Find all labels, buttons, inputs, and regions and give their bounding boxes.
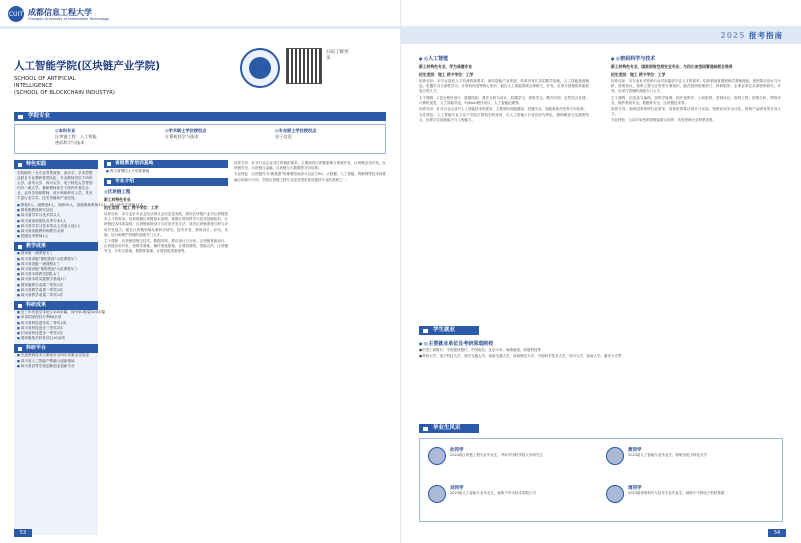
qr-code-icon[interactable] [286,48,322,84]
list-item: ■ 四川省学术与技术带头人后备人选1人 [14,224,98,229]
emp-destinations-title: ● ◎主要就业单位及考研深造院校 [419,340,783,347]
majors-academic-master: ◎学术硕士学位授权点 计算机科学与技术 [165,128,207,139]
crypto-column [611,55,781,124]
list-item: ■ 教授5人，副教授4人，讲师15人，高级职称教师13人，博士研究生导师11人 [14,203,98,208]
list-item: ■ 申请国家授权专利80余项 [14,315,98,320]
crypto-heading: ● ◎密码科学与技术 [611,55,781,62]
intro-bar: 专业介绍 [104,178,228,186]
ai-courses: 主干课程：C语言程序设计、数据结构、算法分析与设计、机器学习、深度学习、模式识别、自然语言处理、计算机视觉、人工智能导论、Python程序设计、人工智能伦理等。 [419,95,589,105]
list-item: ■ 四川省高校团队优秀专家1人 [14,219,98,224]
blockchain-column [104,160,228,255]
school-title-block [14,58,229,97]
school-name-cn: 人工智能学院(区块链产业学院) [14,60,161,72]
list-item: ■ 四川省高等学校创新创业创新平台 [14,364,98,369]
list-item: ■ 江西省科技进步一等奖1项 [14,331,98,336]
list-item: ●考研大学、电子科技大学、西安交通大学、西南交通大学、西南财经大学、中国科学技术大学、四川大学、西南大学、重庆大学等 [419,354,622,359]
ai-column [419,55,589,124]
crypto-courses: 主干课程：信息论与编码、密码学原理、现代密码学、公钥密码、密码协议、密码工程、密码分析、网络安全、操作系统安全、数据库安全、区块链技术等。 [611,95,781,105]
blockchain-subtitle: 新工科特色专业 [104,197,131,202]
university-logo [8,6,109,22]
alumni-bar: 毕业生风采 [419,424,479,433]
blockchain-direction: 培养方向：针对行业企业对区块链的需求，主要面向区块链原理与系统开发、区块链应用开发、区块链安全、区块链与金融、区块链与大数据等方向培养。 [234,161,386,171]
master-bar: 省级教育培训基地 [104,160,228,168]
list-item: ■ 四川省省级"课程思政"示范课程1门 [14,267,98,272]
ai-direction: 培养方向：针对行业企业对人工智能技术的需求，主要面向智能感知、机器学习、智能系统开发等方向培养。 [419,107,587,112]
list-item: ■ 先进密码技术与系统安全四川省重点实验室 [14,353,98,358]
crypto-direction: 培养方向：面向国家密码行业需求，培养密码算法设计与实现、密码应用安全评估、密码产品研发等方向人才。 [611,107,781,117]
research-bar: 科研成果 [14,301,98,310]
qr-note: 扫码了解更多 [326,50,349,61]
list-item: ■ 四川省网信人才培养基地 [104,168,228,175]
majors-bar: 学院专业 [14,112,386,121]
majors-box [14,124,386,154]
blockchain-feature: 专业特色：区块链作为"新基建"的重要组成部分以及与5G、大数据、人工智能、物联网等技术深度融合的新兴方向，学院区块链工程专业是全国首批设置该专业的高校之一。 [234,172,386,182]
list-item: ■ 国家级相关科技项目10余项 [14,336,98,341]
list-item: ■ 国家级教改研究项目 [14,208,98,213]
list-item: ■ 校级优秀教师1人 [14,234,98,239]
employment-section [419,340,783,359]
header-tag: 2025 报考指南 [720,31,783,40]
crypto-feature: 专业特色：与四川省密码管理局联合培养，具有密码行业背景优势。 [611,118,716,123]
blockchain-column-continued [234,160,386,183]
top-band [0,26,400,29]
features-bar: 特色实践 [14,160,98,169]
alumni-card: 周同学 2023届密码科学与技术专业毕业生，就职于中国电子科技集团 [606,485,776,513]
blockchain-goal: 培养目标：本专业针对社会经济和社会信息化发展，面向区块链产业对区块链技术人才的需求，培养掌握区块链基本原理、掌握计算机科学与技术基础知识，区块链技术体系架构、区块链系统设计与应用开发方法，具有区块链系统分析与应用开发能力，能在区块链领域从事科学研究、技术开发、系统设计、应用、实施、运行和维护管理的高级专门人才。 [104,212,228,237]
ai-degree: 招生类别：理工 授予学位：工学 [419,72,474,77]
list-item: ■ 四川省教学成果一等奖1项 [14,288,98,293]
avatar [606,447,624,465]
list-item: ■ 四川省人工智能产教融合创新基地 [14,359,98,364]
crypto-goal: 培养目标：本专业针对密码行业对高素质专业人才的需求，培养系统掌握密码学基础理论、密码算法设计与分析、密码协议、密码工程与应用等方面知识，能在密码管理部门、科研院所、企事业单位从事密码研究、开发、应用与管理的高级专门人才。 [611,79,781,94]
university-name-en: Chengdu University of Information Technology [28,16,110,21]
list-item: ■ 四川省学术与技术带头人 [14,213,98,218]
page-number-right: 54 [768,529,786,537]
ai-subtitle: 新工科特色专业、学为典建专业 [419,64,473,69]
list-item: ■ 四川省省级教材和教学名师 [14,229,98,234]
list-item: ■ 四川省本科实践教学基地1门 [14,277,98,282]
majors-professional-master: ◎专业硕士学位授权点 电子信息 [275,128,317,139]
university-emblem-icon: CUIT [8,6,24,22]
alumni-card: 刘同学 2023届人工智能专业毕业生，就职于华为技术有限公司 [428,485,598,513]
alumni-card: 黄同学 2024届人工智能专业毕业生，保研至电子科技大学 [606,447,776,475]
list-item: ■ 四川省省级一流课程2门 [14,262,98,267]
list-item: ●中国工商银行、中国建设银行、中国电信、北京小米、海康威视、绿盟科技等 [419,348,542,352]
blockchain-courses: 主干课程：区块链原理与技术、数据结构、算法设计与分析、区块链系统设计、区块链应用开发、密码学基础、操作系统原理、计算机网络、智能合约、区块链安全、分布式系统、数据库原理、计算机组成原理等。 [104,239,228,254]
alumni-card: 杜同学 2024届区块链工程专业毕业生，考取中国科学院大学研究生 [428,447,598,475]
list-item: ■ 四川省本科教学团队1门 [14,272,98,277]
list-item: ■ 国家级一流课程1门 [14,251,98,256]
ai-feature: 专业特色：人工智能专业立足于学院计算机学科优势，以人工智能+行业应用为特色，强调理论与实践相结合，培养学生创新能力与工程能力。 [419,113,589,123]
page-number-left: 53 [14,529,32,537]
list-item: ■ 四川省教学成果二等奖1项 [14,293,98,298]
majors-undergrad: ◎本科专业 区块链工程 人工智能 密码科学与技术 [55,128,97,145]
ai-heading: ● ◎人工智能 [419,55,589,62]
left-page [0,0,400,543]
list-item: ■ 国家级教学成果二等奖1项 [14,283,98,288]
school-emblem-icon [240,48,280,88]
list-item: ■ 四川省科技进步奖二等奖1项 [14,321,98,326]
blockchain-heading: ◎区块链工程 [104,190,131,195]
blockchain-degree: 招生类别：理工 授予学位：工学 [104,205,159,210]
employment-bar: 学生就业 [419,326,479,335]
crypto-degree: 招生类别：理工 授予学位：工学 [611,72,666,77]
list-item: ■ 四川省科技进步三等奖2项 [14,326,98,331]
avatar [606,485,624,503]
crypto-subtitle: 新工科特色专业、国家网络空间安全专业、与四川省密码管理局联合培养 [611,64,733,69]
alumni-box [419,438,783,522]
features-text: 学院拥有一支专业背景深厚、高水平、学术思想活跃且专业教研背景队伍，专业教师学位于四所大学、清华大学、四川大学、电子科技大学等国内外一流大学，兼职教师来自于国内外著名企业，业内各领域教师，设计师和研究人员，具有丰富行业学术，技术突破和产业经验。 [17,171,93,200]
list-item: ■ 近三年发表学术论文100余篇，其中SCI检索100余篇 [14,310,98,315]
avatar [428,485,446,503]
ai-goal: 培养目标：本专业面向人才培养的新要求，面向智能产业发展，培养具有扎实的数学基础、人工智能基础理论、机器学习与深度学习、计算机视觉等核心知识，能在人工智能领域从事研究、开发、应用与管理的高素质复合型人才。 [419,79,589,94]
avatar [428,447,446,465]
university-name-cn: 成都信息工程大学 [28,6,92,17]
right-header-band [401,26,801,44]
right-page [400,0,800,543]
school-name-en: SCHOOL OF ARTIFICIAL INTELLIGENCE (SCHOOL OF BLOCKCHAIN INDUSTYR) [14,76,116,96]
list-item: ■ 四川省省级"课程思政"示范课程1门 [14,257,98,262]
teaching-bar: 教学成果 [14,242,98,251]
platform-bar: 科研平台 [14,344,98,353]
